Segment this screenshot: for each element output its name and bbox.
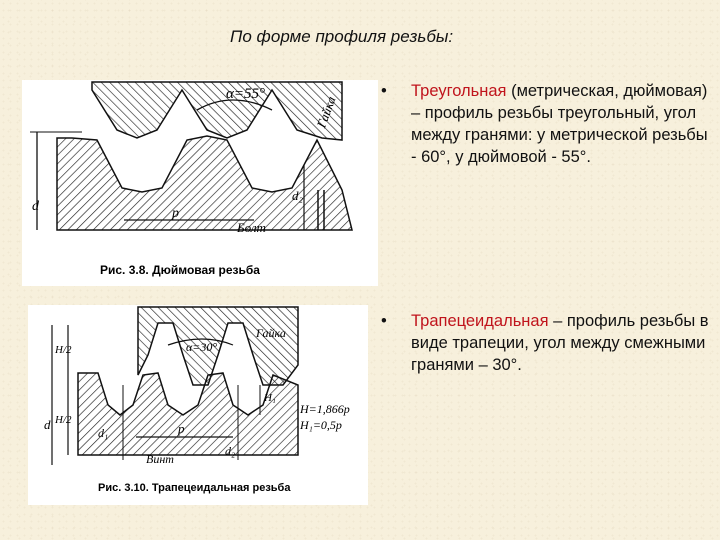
- nut-label: Гайка: [256, 326, 286, 340]
- d-label: d: [44, 417, 51, 432]
- nut-label: Гайка: [313, 94, 339, 130]
- bolt-label: Болт: [237, 220, 266, 235]
- angle-label: α=55°: [226, 86, 265, 102]
- nut-profile: [92, 82, 342, 140]
- d-label: d: [32, 199, 39, 214]
- formula-h: H=1,866p: [300, 402, 350, 416]
- bullet-description: – профиль резьбы в виде трапеции, угол между смежными гранями – 30°.: [411, 312, 709, 374]
- inch-thread-drawing: [22, 80, 378, 286]
- figure-trapezoidal-thread: [28, 305, 368, 505]
- slide-title: По форме профиля резьбы:: [230, 27, 454, 46]
- h-half-label: H/2: [55, 344, 72, 356]
- figure-inch-thread: [22, 80, 378, 286]
- pitch-label: p: [172, 206, 179, 221]
- bullet-term: Трапецеидальная: [411, 312, 549, 330]
- trapezoidal-thread-drawing: [28, 305, 368, 505]
- bullet-term: Треугольная: [411, 82, 507, 100]
- d2-label: d₂: [225, 444, 236, 458]
- figure-caption-inch: Рис. 3.8. Дюймовая резьба: [100, 263, 260, 277]
- h1-label: H₁: [264, 392, 276, 404]
- screw-label: Винт: [146, 452, 174, 466]
- figure-caption-trapezoidal: Рис. 3.10. Трапецеидальная резьба: [98, 482, 291, 494]
- formula-h1: H₁=0,5p: [300, 418, 342, 432]
- bullet-description: (метрическая, дюймовая) – профиль резьбы треугольный, угол между гранями: у метрической резьбы - 60°, у дюймовой - 55°.: [411, 82, 708, 166]
- h-half-label-lower: H/2: [55, 414, 72, 426]
- bullet-text: [411, 310, 711, 376]
- bolt-profile: [57, 136, 352, 230]
- pitch-label: p: [178, 421, 185, 436]
- d2-label: d₂: [292, 188, 304, 203]
- bullet-text: [411, 80, 711, 168]
- d1-label: d₁: [98, 426, 109, 440]
- bullet-marker: •: [381, 82, 387, 100]
- bullet-marker: •: [381, 312, 387, 330]
- angle-label: α=30°: [186, 340, 218, 354]
